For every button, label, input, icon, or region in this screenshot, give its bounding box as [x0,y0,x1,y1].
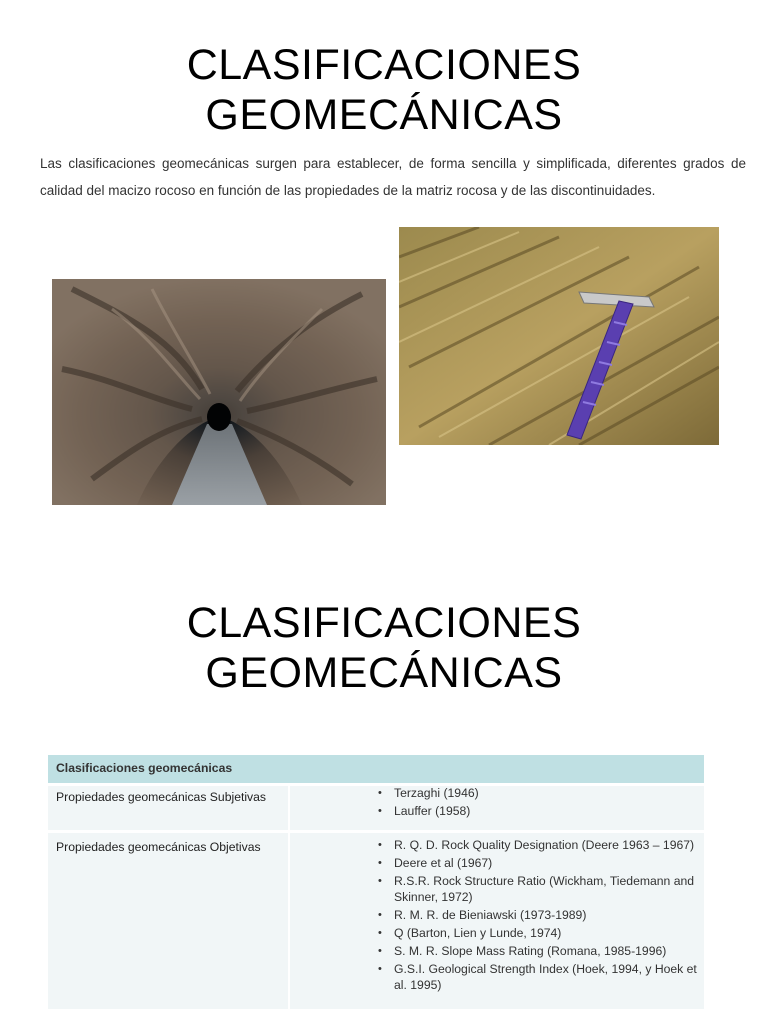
row-label: Propiedades geomecánicas Objetivas [48,833,290,1009]
table-row [48,830,704,1009]
title-line-1: CLASIFICACIONES [186,599,582,647]
list-item: • Lauffer (1958) [378,803,704,819]
table-row [48,783,704,830]
page-title [0,40,768,140]
list-item: • Terzaghi (1946) [378,785,704,801]
table-header: Clasificaciones geomecánicas [48,755,704,783]
row-items [290,785,704,830]
item-list [378,785,704,819]
item-list [378,837,704,993]
title-line-1: CLASIFICACIONES [186,41,582,89]
list-item: • Q (Barton, Lien y Lunde, 1974) [378,925,704,941]
classification-table [48,755,704,1009]
tunnel-photo [52,279,386,505]
section-title [0,598,768,698]
title-line-2: GEOMECÁNICAS [205,649,563,697]
list-item: • S. M. R. Slope Mass Rating (Romana, 1985-1996) [378,943,704,959]
list-item: • R. Q. D. Rock Quality Designation (Deere 1963 – 1967) [378,837,704,853]
list-item: • G.S.I. Geological Strength Index (Hoek, 1994, y Hoek et al. 1995) [378,961,704,993]
rock-hammer-photo [399,227,719,445]
list-item: • R.S.R. Rock Structure Ratio (Wickham, Tiedemann and Skinner, 1972) [378,873,704,905]
list-item: • Deere et al (1967) [378,855,704,871]
title-line-2: GEOMECÁNICAS [205,91,563,139]
intro-paragraph: Las clasificaciones geomecánicas surgen para establecer, de forma sencilla y simplificada, diferentes grados de calidad del macizo rocoso en función de las propiedades de la matriz rocosa y de las discontinuidades. [40,156,746,198]
list-item: • R. M. R. de Bieniawski (1973-1989) [378,907,704,923]
row-label: Propiedades geomecánicas Subjetivas [48,786,290,830]
row-items [290,833,704,1009]
